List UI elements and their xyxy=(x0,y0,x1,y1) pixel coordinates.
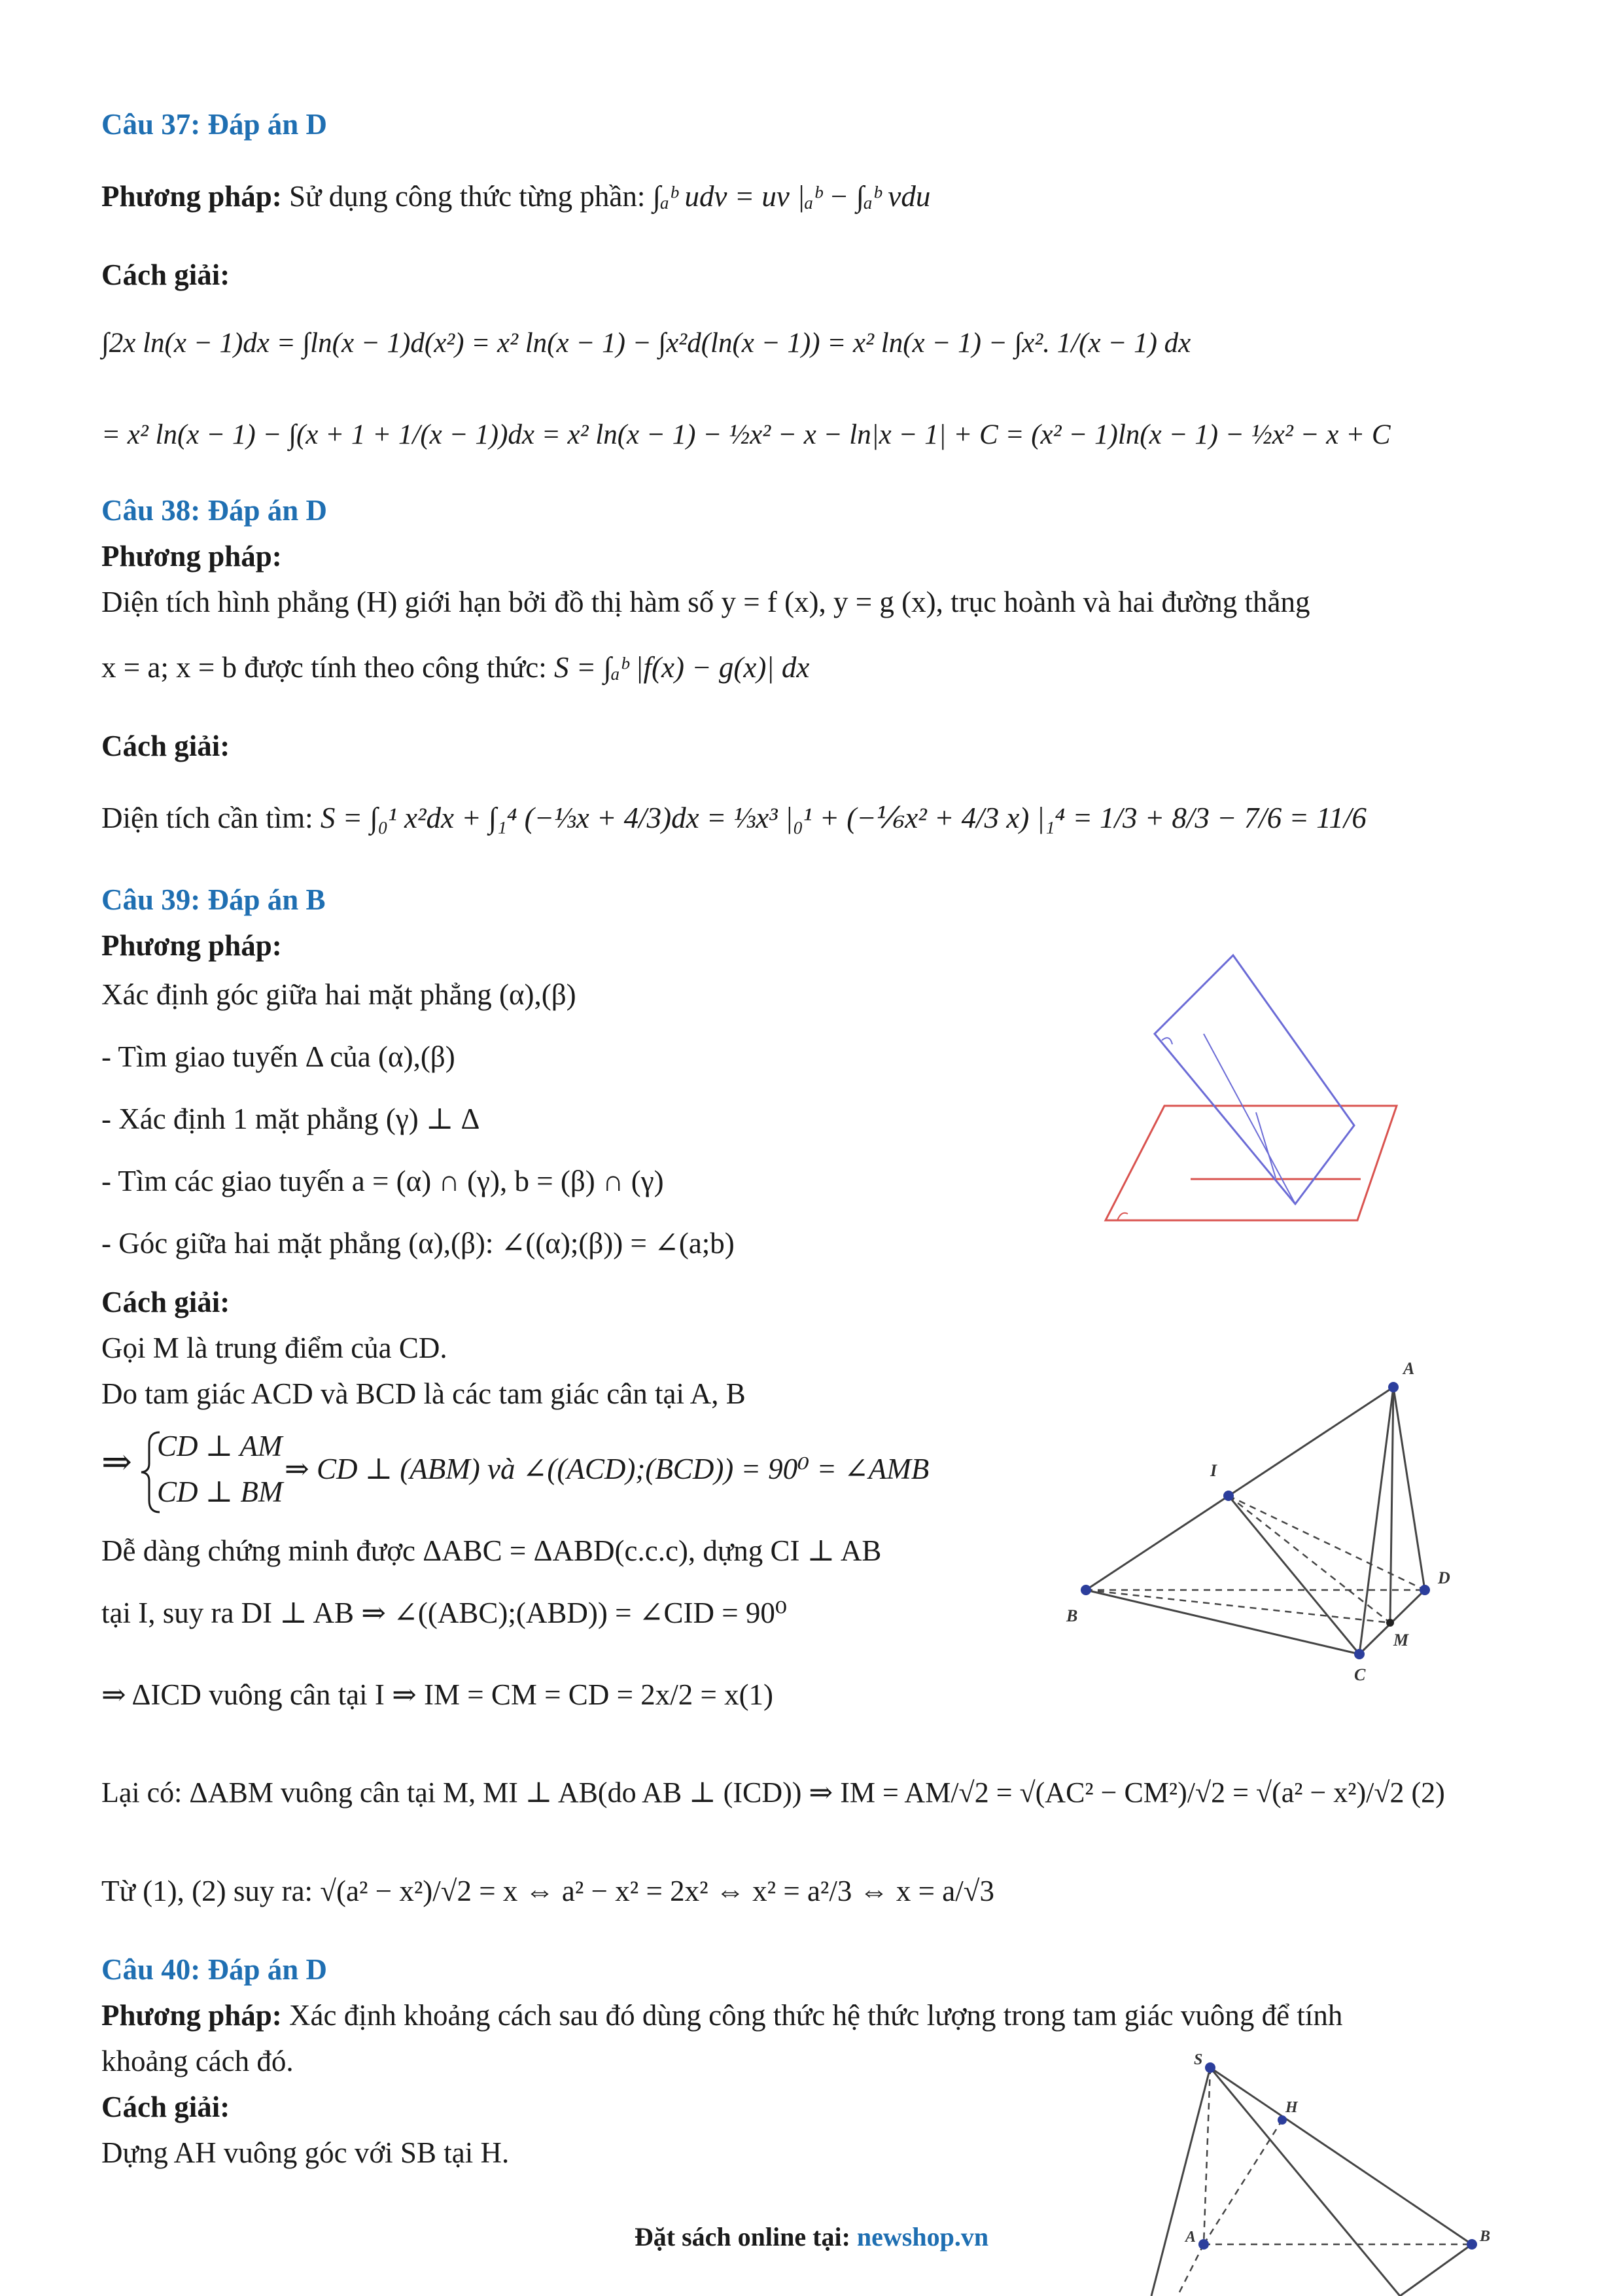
q38-method-line2-text: x = a; x = b được tính theo công thức: xyxy=(101,651,547,684)
label-H: H xyxy=(1285,2099,1298,2116)
plane-alpha xyxy=(1155,955,1354,1204)
point-A xyxy=(1388,1382,1399,1392)
q40-solution-label: Cách giải: xyxy=(101,2091,230,2123)
q38-solution-formula: S = ∫₀¹ x²dx + ∫₁⁴ (−⅓x + 4/3)dx = ⅓x³ |₀¹ + (−⅙x² + 4/3 x) |₁⁴ = 1/3 + 8/3 − 7/6 = 11/6 xyxy=(320,802,1367,834)
q39-method-label: Phương pháp: xyxy=(101,929,282,962)
q38-heading: Câu 38: Đáp án D xyxy=(101,494,328,527)
footer-text: Đặt sách online tại: xyxy=(634,2222,850,2252)
q37-method xyxy=(101,177,930,216)
q37-method-label: Phương pháp: xyxy=(101,180,282,213)
q39-solution-line6: ⇒ ΔICD vuông cân tại I ⇒ IM = CM = CD = 2x/2 = x(1) xyxy=(101,1678,774,1711)
point-M xyxy=(1386,1619,1394,1627)
q37-solution-label: Cách giải: xyxy=(101,258,230,291)
angle-beta-mark xyxy=(1117,1213,1128,1220)
label-A: A xyxy=(1403,1359,1415,1378)
q39-solution-label: Cách giải: xyxy=(101,1286,230,1318)
edge-AC xyxy=(1359,1387,1393,1654)
q37-solution-line1: ∫2x ln(x − 1)dx = ∫ln(x − 1)d(x²) = x² ln(x − 1) − ∫x²d(ln(x − 1)) = x² ln(x − 1) − ∫x². 1/(x − 1) dx xyxy=(101,328,1191,359)
point-S xyxy=(1205,2062,1215,2073)
q40-pyramid-figure xyxy=(1138,2048,1505,2296)
edge-AM xyxy=(1390,1387,1393,1623)
q39-system-eq2: CD ⊥ BM xyxy=(157,1475,283,1508)
label-B: B xyxy=(1480,2228,1491,2245)
q39-method-line1: Xác định góc giữa hai mặt phẳng (α),(β) xyxy=(101,978,576,1011)
edge-BM xyxy=(1086,1590,1390,1623)
label-M: M xyxy=(1393,1631,1409,1650)
q38-method-line2 xyxy=(101,648,809,687)
q37-heading: Câu 37: Đáp án D xyxy=(101,108,328,141)
q38-method-line1: Diện tích hình phẳng (H) giới hạn bởi đồ thị hàm số y = f (x), y = g (x), trục hoành và hai đường thẳng xyxy=(101,586,1310,618)
edge-CI xyxy=(1229,1496,1359,1654)
q39-solution-line2: Do tam giác ACD và BCD là các tam giác cân tại A, B xyxy=(101,1377,746,1410)
point-B xyxy=(1081,1585,1091,1595)
q39-solution-line5: tại I, suy ra DI ⊥ AB ⇒ ∠((ABC);(ABD)) = ∠CID = 90⁰ xyxy=(101,1597,787,1629)
label-C: C xyxy=(1354,1665,1366,1684)
edge-S-left xyxy=(1151,2068,1210,2296)
q39-solution-line1: Gọi M là trung điểm của CD. xyxy=(101,1332,447,1364)
q39-method-line2: - Tìm giao tuyến Δ của (α),(β) xyxy=(101,1040,455,1073)
q39-solution-line8: Từ (1), (2) suy ra: √(a² − x²)/√2 = x ⇔ a² − x² = 2x² ⇔ x² = a²/3 ⇔ x = a/√3 xyxy=(101,1875,994,1907)
q40-method-label: Phương pháp: xyxy=(101,1999,282,2032)
q37-method-formula: ∫ₐᵇ udv = uv |ₐᵇ − ∫ₐᵇ vdu xyxy=(652,180,931,213)
q40-method-text: Xác định khoảng cách sau đó dùng công thức hệ thức lượng trong tam giác vuông để tính xyxy=(289,1999,1343,2032)
footer-site-link[interactable]: newshop.vn xyxy=(856,2222,989,2252)
edge-SB xyxy=(1210,2068,1472,2244)
q39-method-line4: - Tìm các giao tuyến a = (α) ∩ (γ), b = (β) ∩ (γ) xyxy=(101,1165,664,1197)
q39-system-result: ⇒ CD ⊥ (ABM) và ∠((ACD);(BCD)) = 90⁰ = ∠AMB xyxy=(285,1453,930,1485)
page-footer xyxy=(0,2221,1623,2252)
edge-BC xyxy=(1086,1590,1359,1654)
label-B: B xyxy=(1066,1606,1078,1625)
edge-S-right xyxy=(1210,2068,1400,2296)
q40-solution-line1: Dựng AH vuông góc với SB tại H. xyxy=(101,2136,510,2169)
q40-method-line2: khoảng cách đó. xyxy=(101,2045,294,2077)
label-D: D xyxy=(1438,1568,1450,1587)
q38-method-label: Phương pháp: xyxy=(101,540,282,573)
edge-AD xyxy=(1393,1387,1425,1590)
edge-AB xyxy=(1086,1387,1393,1590)
q39-tetrahedron-figure xyxy=(1047,1348,1478,1688)
point-D xyxy=(1420,1585,1430,1595)
q37-solution-line2: = x² ln(x − 1) − ∫(x + 1 + 1/(x − 1))dx = x² ln(x − 1) − ½x² − x − ln|x − 1| + C = (x² − 1)ln(x − 1) − ½x² − x + C xyxy=(101,419,1391,450)
q40-heading: Câu 40: Đáp án D xyxy=(101,1953,328,1986)
edge-SA xyxy=(1204,2068,1210,2244)
q39-solution-line7: Lại có: ΔABM vuông cân tại M, MI ⊥ AB(do AB ⊥ (ICD)) ⇒ IM = AM/√2 = √(AC² − CM²)/√2 = √(a² − x²)/√2 (2) xyxy=(101,1776,1445,1809)
point-H xyxy=(1278,2115,1287,2125)
q38-solution-line xyxy=(101,798,1367,838)
q40-method-line1 xyxy=(101,1996,1342,2035)
q38-method-formula: S = ∫ₐᵇ |f(x) − g(x)| dx xyxy=(553,651,810,684)
q39-method-line5: - Góc giữa hai mặt phẳng (α),(β): ∠((α);(β)) = ∠(a;b) xyxy=(101,1227,735,1260)
q39-solution-line4: Dễ dàng chứng minh được ΔABC = ΔABD(c.c.c), dựng CI ⊥ AB xyxy=(101,1534,882,1567)
q39-heading: Câu 39: Đáp án B xyxy=(101,883,326,916)
edge-DI xyxy=(1229,1496,1425,1590)
point-I xyxy=(1223,1491,1234,1501)
label-A: A xyxy=(1185,2229,1196,2246)
q38-solution-label: Cách giải: xyxy=(101,730,230,762)
q37-method-text: Sử dụng công thức từng phần: xyxy=(289,180,646,213)
label-S: S xyxy=(1194,2051,1203,2068)
q39-system-eq1: CD ⊥ AM xyxy=(157,1430,283,1462)
q39-method-line3: - Xác định 1 mặt phẳng (γ) ⊥ Δ xyxy=(101,1103,480,1135)
q39-planes-figure xyxy=(1099,942,1413,1230)
label-I: I xyxy=(1210,1461,1217,1480)
q39-implies-arrow: ⇒ xyxy=(101,1442,132,1483)
point-C xyxy=(1354,1649,1365,1659)
q38-solution-text: Diện tích cần tìm: xyxy=(101,802,313,834)
